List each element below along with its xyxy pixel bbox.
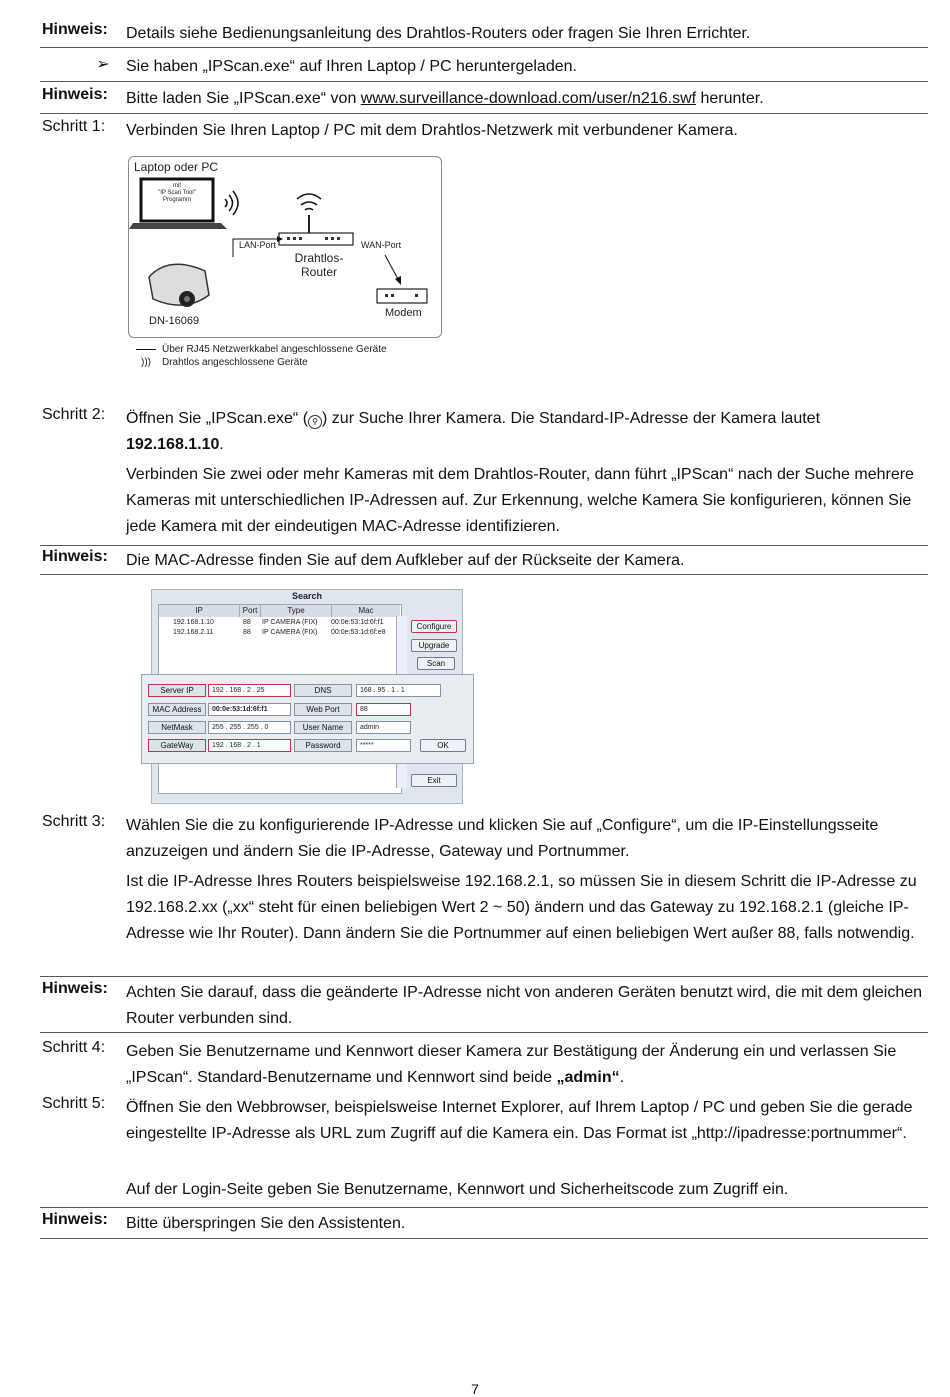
- note-row-2: [42, 86, 928, 112]
- web-port-field[interactable]: 88: [356, 703, 411, 716]
- wifi-icon: [297, 194, 321, 210]
- step-text: Ist die IP-Adresse Ihres Routers beispielsweise 192.168.2.1, so müssen Sie in diesem Schritt die IP-Adresse zu 192.168.2.xx („xx“ steht für einen beliebigen Wert 2 ~ 50) ändern und das Gateway zu 192.168.2.1 (gleiche IP-Adresse wie Ihr Router). Dann ändern Sie die Portnummer auf einen beliebigen Wert außer 88, falls notwendig.: [126, 873, 917, 942]
- window-title: Search: [291, 591, 323, 601]
- modem-icon: [377, 289, 427, 303]
- cell-ip: 192.168.2.11: [173, 629, 214, 636]
- note-text: Details siehe Bedienungsanleitung des Drahtlos-Routers oder fragen Sie Ihren Errichter.: [126, 25, 751, 42]
- note-label: Hinweis:: [42, 1211, 108, 1228]
- gateway-field[interactable]: 192 . 168 . 2 . 1: [208, 739, 291, 752]
- step-label: Schritt 4:: [42, 1039, 106, 1056]
- screen-line: mit: [173, 183, 181, 189]
- empty-label: [42, 1177, 126, 1203]
- cell-ip: 192.168.1.10: [173, 619, 214, 626]
- text-part: .: [219, 436, 224, 453]
- text-part: ) zur Suche Ihrer Kamera. Die Standard-IP-Adresse der Kamera lautet: [322, 410, 821, 427]
- wan-port-label: WAN-Port: [361, 240, 402, 250]
- step-5-row: [42, 1095, 928, 1147]
- step-text: Wählen Sie die zu konfigurierende IP-Adresse und klicken Sie auf „Configure“, um die IP-Einstellungsseite anzuzeigen und ändern Sie die IP-Adresse, Gateway und Portnummer.: [126, 817, 879, 860]
- scan-button[interactable]: Scan: [417, 657, 455, 670]
- upgrade-button[interactable]: Upgrade: [411, 639, 457, 652]
- divider: [40, 81, 928, 82]
- table-row[interactable]: [159, 619, 401, 629]
- cell-mac: 00:0e:53:1d:6f:e8: [331, 629, 386, 636]
- legend-text: Drahtlos angeschlossene Geräte: [162, 357, 308, 368]
- laptop-base-icon: [129, 223, 227, 229]
- note-row-1: [42, 21, 928, 47]
- step-text: [126, 1039, 928, 1091]
- dns-field[interactable]: 168 . 95 . 1 . 1: [356, 684, 441, 697]
- note-text: Die MAC-Adresse finden Sie auf dem Aufkleber auf der Rückseite der Kamera.: [126, 552, 685, 569]
- empty-label: [42, 869, 126, 947]
- cell-mac: 00:0e:53:1d:6f:f1: [331, 619, 384, 626]
- user-name-label: User Name: [294, 721, 352, 734]
- column-header-ip[interactable]: IP: [159, 605, 240, 617]
- lan-port-label: LAN-Port: [239, 240, 277, 250]
- legend-text: Über RJ45 Netzwerkkabel angeschlossene Geräte: [162, 344, 387, 355]
- text-part: Bitte laden Sie „IPScan.exe“ von: [126, 90, 361, 107]
- step-label: Schritt 2:: [42, 406, 106, 423]
- step-text: Öffnen Sie den Webbrowser, beispielsweise Internet Explorer, auf Ihrem Laptop / PC und geben Sie die gerade eingestellte IP-Adresse als URL zum Zugriff auf die Kamera ein. Das Format ist „http://ipadresse:portnummer“.: [126, 1099, 913, 1142]
- netmask-field[interactable]: 255 . 255 . 255 . 0: [208, 721, 291, 734]
- note-text: [126, 86, 928, 112]
- step-2-detail: [42, 462, 928, 540]
- network-diagram: [128, 156, 442, 338]
- note-label: Hinweis:: [42, 21, 108, 38]
- note-row-3: [42, 548, 928, 574]
- password-field[interactable]: *****: [356, 739, 411, 752]
- cell-type: IP CAMERA (FIX): [262, 629, 318, 636]
- bullet-row: [42, 54, 928, 80]
- mac-address-label: MAC Address: [148, 703, 206, 716]
- empty-label: [42, 462, 126, 540]
- mac-address-field: 00:0e:53:1d:6f:f1: [208, 703, 291, 716]
- step-text: Verbinden Sie zwei oder mehr Kameras mit dem Drahtlos-Router, dann führt „IPScan“ nach der Suche mehrere Kameras mit unterschiedlichen IP-Adressen auf. Zur Erkennung, welche Kamera Sie konfigurieren, können Sie jede Kamera mit der eindeutigen MAC-Adresse identifizieren.: [126, 466, 914, 535]
- wifi-icon: ))): [141, 357, 151, 368]
- step-3-row: [42, 813, 928, 865]
- server-ip-field[interactable]: 192 . 168 . 2 . 25: [208, 684, 291, 697]
- note-label: Hinweis:: [42, 86, 108, 103]
- laptop-label: Laptop oder PC: [134, 160, 219, 174]
- arrow-bullet-icon: ➢: [96, 56, 110, 73]
- note-text: Bitte überspringen Sie den Assistenten.: [126, 1215, 406, 1232]
- ip-config-panel: [141, 674, 474, 764]
- divider: [40, 1207, 928, 1208]
- note-label: Hinweis:: [42, 980, 108, 997]
- default-credentials: „admin“: [556, 1069, 620, 1086]
- column-header-port[interactable]: Port: [240, 605, 261, 617]
- router-line: Drahtlos-: [294, 251, 344, 265]
- modem-label: Modem: [385, 307, 422, 319]
- divider: [40, 574, 928, 575]
- note-label: Hinweis:: [42, 548, 108, 565]
- configure-button[interactable]: Configure: [411, 620, 457, 633]
- divider: [40, 113, 928, 114]
- legend-wired: [136, 344, 387, 355]
- divider: [40, 1032, 928, 1033]
- ok-button[interactable]: OK: [420, 739, 466, 752]
- search-icon: ⚲: [308, 415, 322, 429]
- dns-label: DNS: [294, 684, 352, 697]
- line-icon: [136, 349, 156, 350]
- default-ip: 192.168.1.10: [126, 436, 220, 453]
- screen-line: Programm: [162, 197, 191, 203]
- step-text: Auf der Login-Seite geben Sie Benutzername, Kennwort und Sicherheitscode zum Zugriff ein.: [126, 1181, 789, 1198]
- router-line: Router: [300, 265, 338, 279]
- divider: [40, 545, 928, 546]
- text-part: .: [619, 1069, 625, 1086]
- gateway-label: GateWay: [148, 739, 206, 752]
- step-5-detail: [42, 1177, 928, 1203]
- wifi-icon: [225, 191, 238, 215]
- download-link[interactable]: www.surveillance-download.com/user/n216.swf: [360, 90, 697, 107]
- netmask-label: NetMask: [148, 721, 206, 734]
- step-1-row: [42, 118, 928, 144]
- text-part: Öffnen Sie „IPScan.exe“ (: [126, 410, 309, 427]
- camera-label: DN-16069: [149, 315, 200, 327]
- divider: [40, 47, 928, 48]
- legend-wireless: [136, 357, 308, 368]
- camera-icon: [149, 264, 209, 305]
- laptop-screen-text: [149, 183, 205, 204]
- step-label: Schritt 3:: [42, 813, 106, 830]
- cell-port: 88: [243, 629, 251, 636]
- bullet-text: Sie haben „IPScan.exe“ auf Ihren Laptop / PC heruntergeladen.: [126, 58, 577, 75]
- router-label: [293, 251, 345, 279]
- screen-line: "IP Scan Tool": [158, 190, 196, 196]
- note-text: Achten Sie darauf, dass die geänderte IP-Adresse nicht von anderen Geräten benutzt wird, die mit dem gleichen Router verbunden sind.: [126, 984, 923, 1027]
- cell-port: 88: [243, 619, 251, 626]
- router-icon: [279, 233, 353, 245]
- note-row-4: [42, 980, 928, 1032]
- column-header-type[interactable]: Type: [261, 605, 332, 617]
- table-row[interactable]: [159, 629, 401, 639]
- text-part: Geben Sie Benutzername und Kennwort dieser Kamera zur Bestätigung der Änderung ein und verlassen Sie „IPScan“. Standard-Benutzername und Kennwort sind beide: [126, 1043, 897, 1086]
- text-part: herunter.: [696, 90, 764, 107]
- step-2-row: [42, 406, 928, 458]
- cell-type: IP CAMERA (FIX): [262, 619, 318, 626]
- divider: [40, 976, 928, 977]
- step-4-row: [42, 1039, 928, 1091]
- step-label: Schritt 5:: [42, 1095, 106, 1112]
- page-number: 7: [471, 1381, 479, 1397]
- exit-button[interactable]: Exit: [411, 774, 457, 787]
- step-text: [126, 406, 928, 458]
- column-header-mac[interactable]: Mac: [332, 605, 400, 617]
- web-port-label: Web Port: [294, 703, 352, 716]
- user-name-field[interactable]: admin: [356, 721, 411, 734]
- step-text: Verbinden Sie Ihren Laptop / PC mit dem Drahtlos-Netzwerk mit verbundener Kamera.: [126, 122, 738, 139]
- divider: [40, 1238, 928, 1239]
- step-label: Schritt 1:: [42, 118, 106, 135]
- server-ip-label: Server IP: [148, 684, 206, 697]
- note-row-5: [42, 1211, 928, 1237]
- password-label: Password: [294, 739, 352, 752]
- step-3-detail: [42, 869, 928, 947]
